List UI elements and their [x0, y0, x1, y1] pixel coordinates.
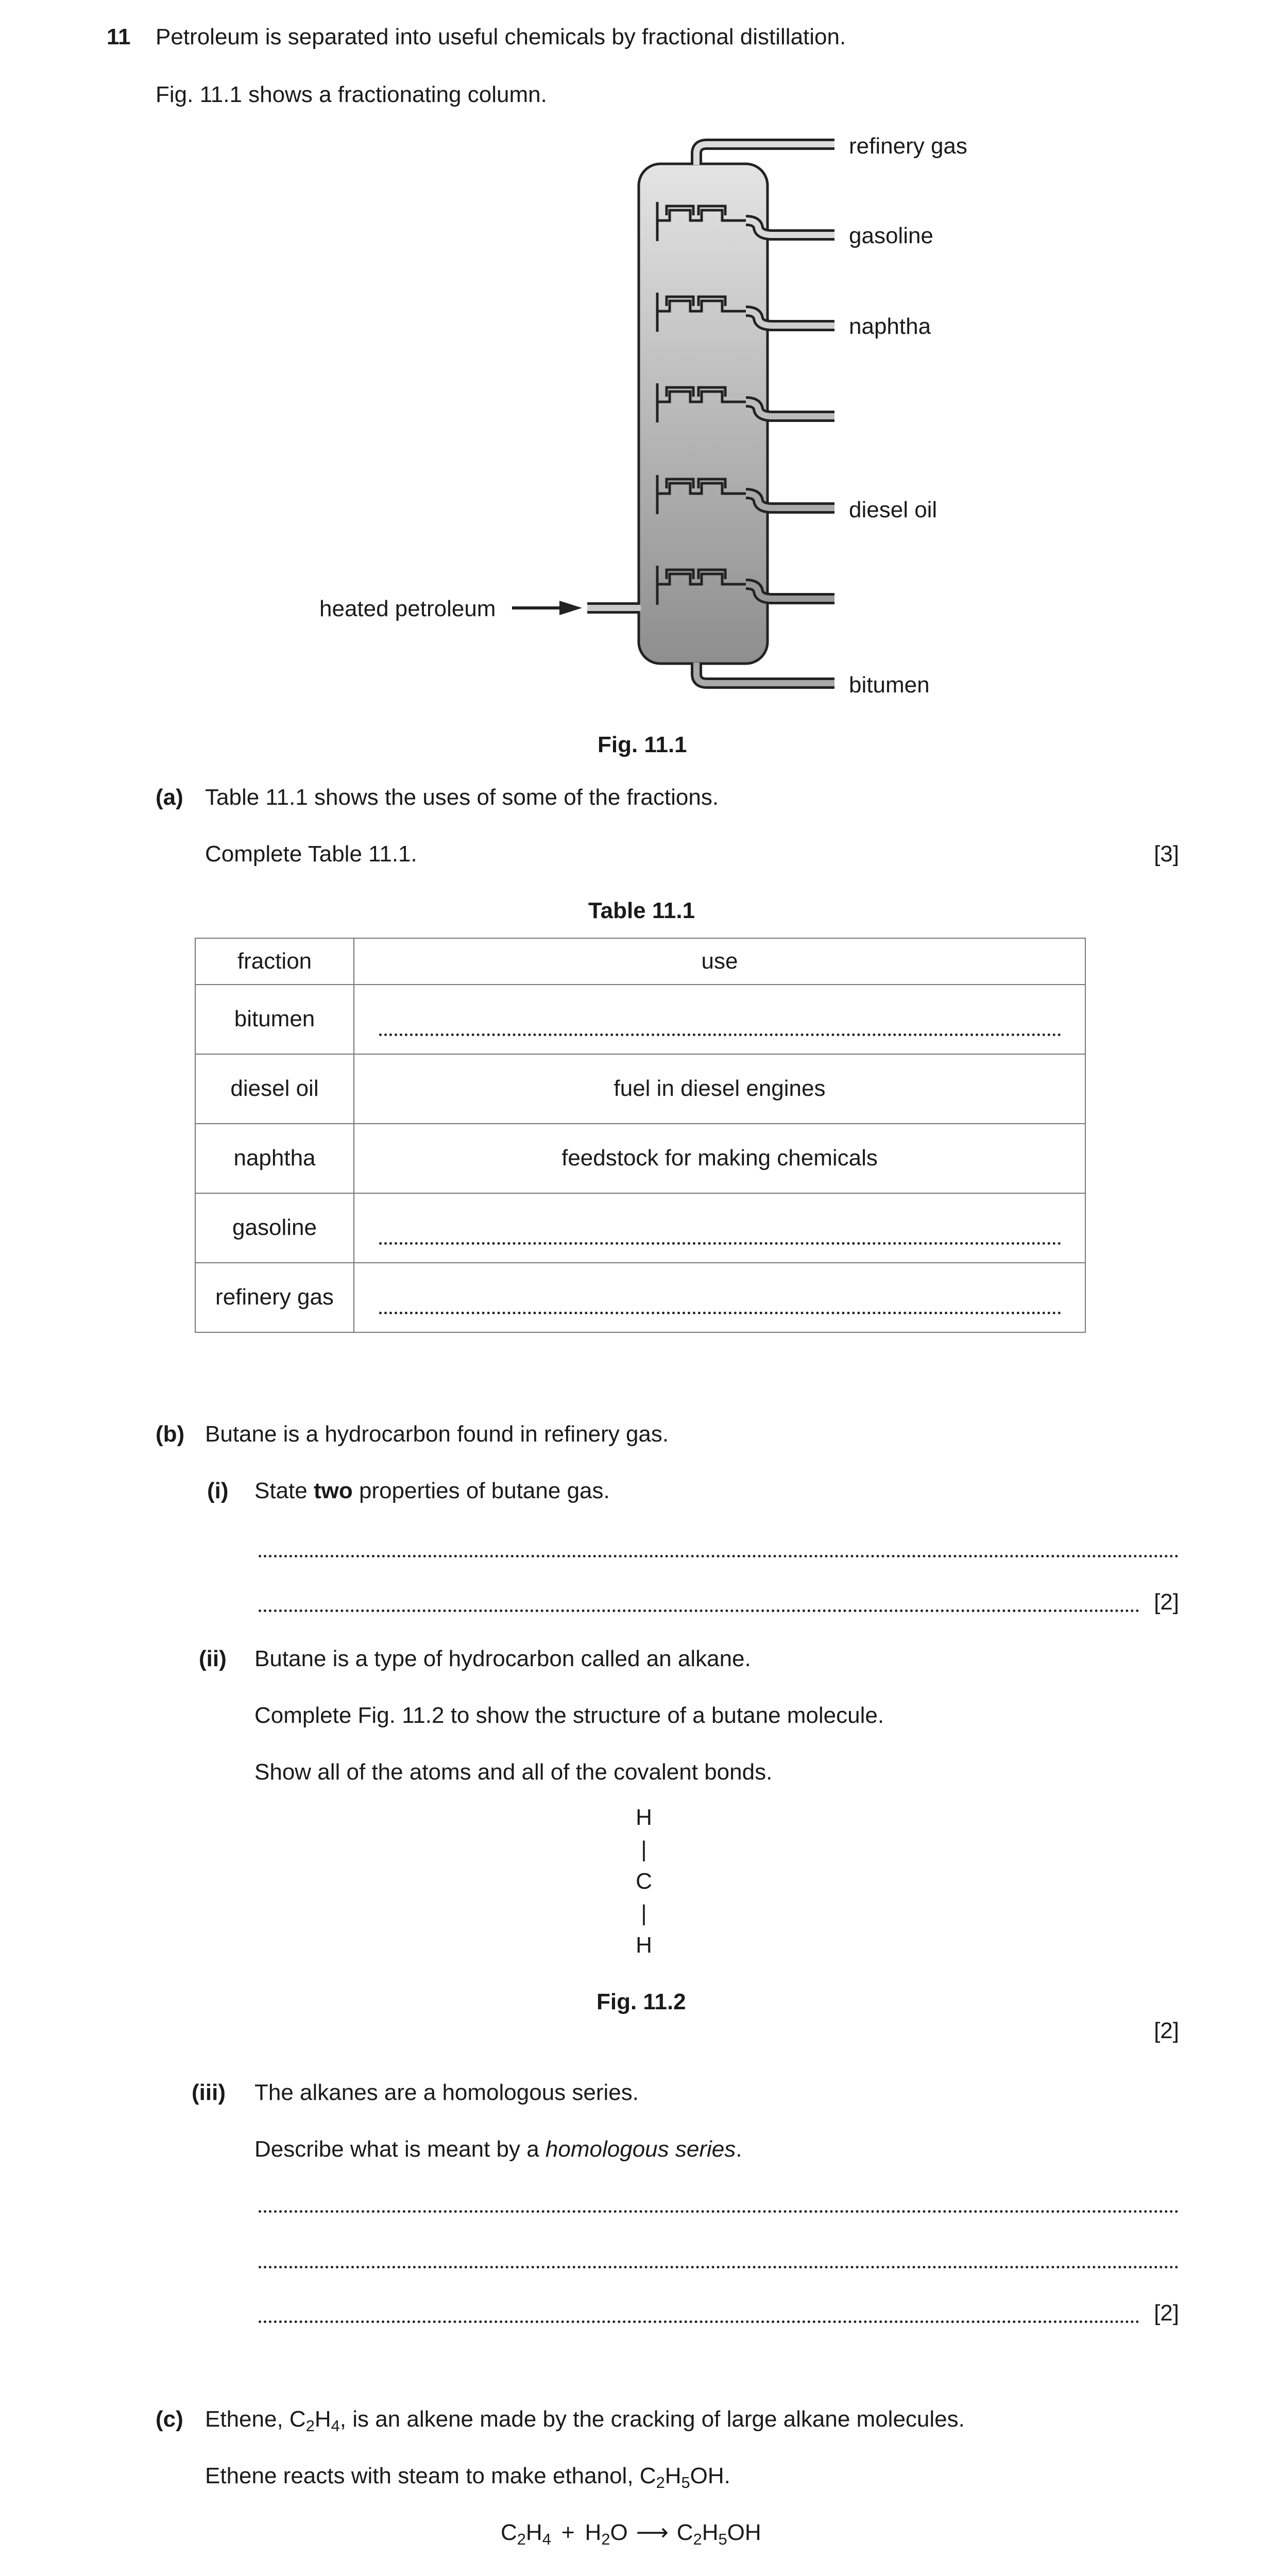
- table-row: [195, 1263, 1085, 1332]
- part-b-label: (b): [156, 1421, 185, 1447]
- table-cell-use: fuel in diesel engines: [354, 1054, 1085, 1124]
- butane-structure[interactable]: [618, 1804, 670, 1964]
- table-cell-use: feedstock for making chemicals: [354, 1124, 1085, 1193]
- table-cell-fraction: naphtha: [195, 1124, 354, 1193]
- answer-line[interactable]: [259, 1555, 1179, 1557]
- fig-11-1-caption: Fig. 11.1: [598, 732, 687, 757]
- table-11-1: [195, 938, 1086, 1333]
- table-row: [195, 985, 1085, 1054]
- part-c-text: Ethene, $C_2H_4$, is an alkene made by the cracking of large alkane molecules.: [205, 2406, 965, 2435]
- atom-h-bottom: H: [636, 1933, 652, 1958]
- part-b-ii-text: Butane is a type of hydrocarbon called an alkane.: [254, 1646, 751, 1671]
- part-b-i-label: (i): [207, 1478, 229, 1503]
- table-cell-fraction: diesel oil: [195, 1054, 354, 1124]
- output-label-gasoline: gasoline: [849, 223, 933, 248]
- table-header-fraction: fraction: [195, 938, 354, 985]
- question-intro: Petroleum is separated into useful chemicals by fractional distillation.: [156, 24, 846, 49]
- part-b-iii-label: (iii): [192, 2080, 226, 2105]
- table-11-1-caption: Table 11.1: [588, 898, 695, 923]
- output-label-diesel-oil: diesel oil: [849, 497, 938, 522]
- outlet-pipe-inner: [746, 584, 834, 599]
- output-label-bitumen: bitumen: [849, 672, 930, 698]
- table-row: [195, 1124, 1085, 1193]
- ethanol-equation: $C_2H_4 + H_2O$ ⟶ $C_2H_5OH$: [501, 2520, 761, 2549]
- outlet-pipe-inner: [746, 311, 834, 326]
- answer-line[interactable]: [259, 1609, 1139, 1612]
- part-b-ii-label: (ii): [199, 1646, 227, 1671]
- part-b-i-marks: [2]: [1154, 1589, 1179, 1615]
- question-number: 11: [107, 24, 131, 49]
- answer-line[interactable]: [259, 2320, 1139, 2323]
- table-cell-fraction: refinery gas: [195, 1263, 354, 1332]
- part-a-text: Table 11.1 shows the uses of some of the fractions.: [205, 785, 719, 810]
- part-b-iii-marks: [2]: [1154, 2300, 1179, 2326]
- fractionating-column-diagram: [0, 0, 1278, 721]
- part-b-ii-marks: [2]: [1154, 2018, 1179, 2043]
- part-b-ii-instruction: Complete Fig. 11.2 to show the structure of a butane molecule.: [254, 1703, 884, 1728]
- part-c-label: (c): [156, 2406, 183, 2432]
- part-b-ii-instruction2: Show all of the atoms and all of the covalent bonds.: [254, 1759, 773, 1785]
- answer-line[interactable]: [379, 1312, 1061, 1314]
- table-cell-fraction: bitumen: [195, 985, 354, 1054]
- table-header-row: [195, 938, 1085, 985]
- atom-c: C: [636, 1869, 652, 1894]
- part-a-label: (a): [156, 785, 183, 810]
- part-c-text2: Ethene reacts with steam to make ethanol, $C_2H_5OH$.: [205, 2463, 730, 2492]
- atom-h-top: H: [636, 1805, 652, 1830]
- answer-line[interactable]: [379, 1033, 1061, 1036]
- table-cell-fraction: gasoline: [195, 1193, 354, 1263]
- table-cell-use-answer[interactable]: [354, 1263, 1085, 1332]
- outlet-pipe-inner: [746, 494, 834, 508]
- bond-top: |: [641, 1837, 647, 1862]
- outlet-pipe-inner: [746, 402, 834, 416]
- answer-line[interactable]: [259, 2266, 1179, 2268]
- input-label-heated-petroleum: heated petroleum: [319, 596, 496, 621]
- part-b-iii-text: The alkanes are a homologous series.: [254, 2080, 639, 2105]
- output-label-naphtha: naphtha: [849, 314, 931, 339]
- table-cell-use-answer[interactable]: [354, 985, 1085, 1054]
- fig-intro: Fig. 11.1 shows a fractionating column.: [156, 82, 547, 107]
- part-b-text: Butane is a hydrocarbon found in refinery gas.: [205, 1421, 669, 1447]
- fig-11-2-caption: Fig. 11.2: [597, 1989, 686, 2014]
- table-row: [195, 1054, 1085, 1124]
- outlet-pipe-inner: [746, 221, 834, 235]
- bond-bottom: |: [641, 1901, 647, 1926]
- table-cell-use-answer[interactable]: [354, 1193, 1085, 1263]
- part-b-iii-instruction: Describe what is meant by a homologous series.: [254, 2137, 742, 2162]
- part-b-i-text: State two properties of butane gas.: [254, 1478, 610, 1503]
- table-row: [195, 1193, 1085, 1263]
- answer-line[interactable]: [379, 1242, 1061, 1245]
- answer-line[interactable]: [259, 2210, 1179, 2213]
- part-a-marks: [3]: [1154, 841, 1179, 867]
- part-a-instruction: Complete Table 11.1.: [205, 841, 417, 867]
- table-header-use: use: [354, 938, 1085, 985]
- output-label-refinery-gas: refinery gas: [849, 133, 967, 159]
